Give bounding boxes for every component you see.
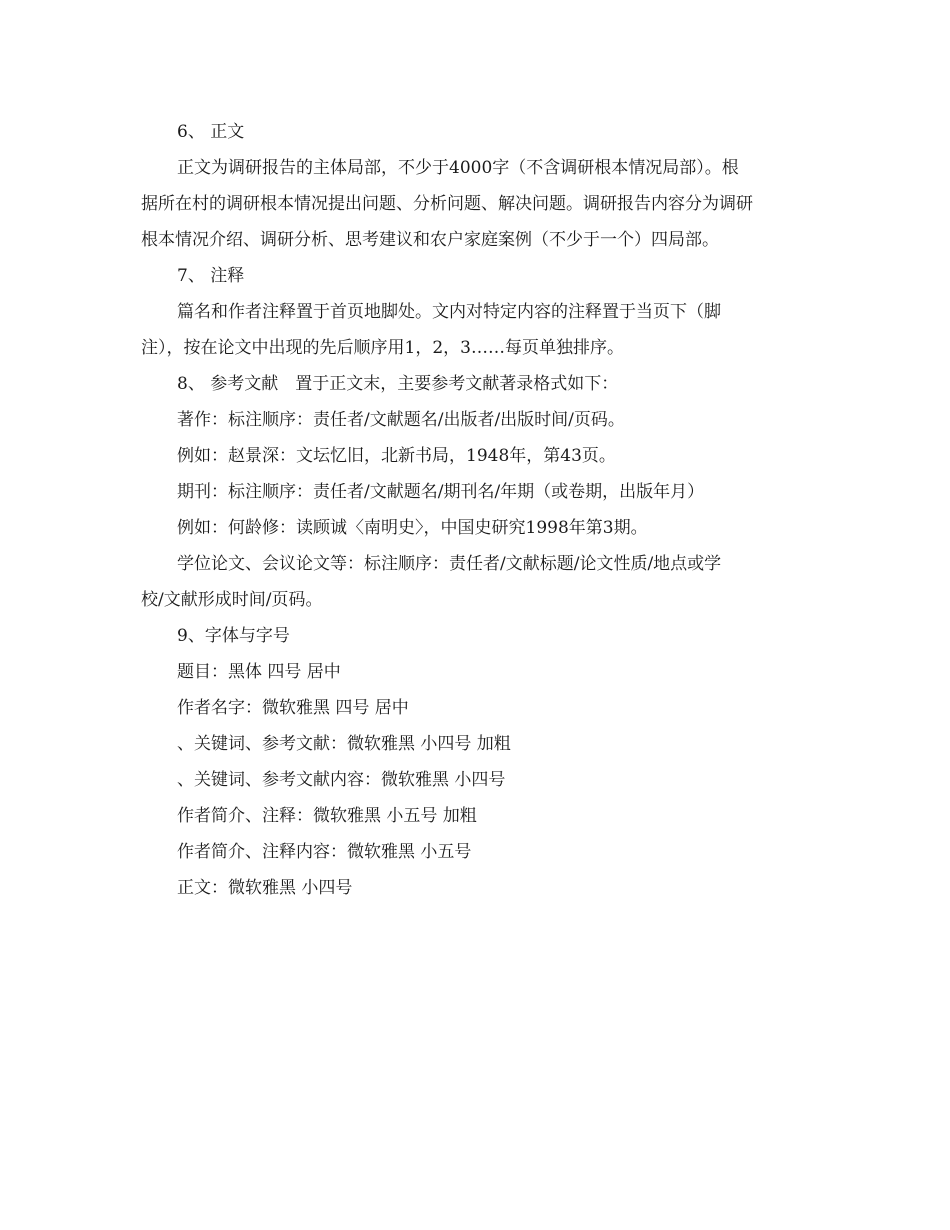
font-spec-keywords: 、关键词、参考文献：微软雅黑 小四号 加粗	[177, 734, 511, 754]
section-heading-main-text: 6、 正文	[177, 122, 245, 142]
document-body	[141, 114, 821, 906]
section-heading-notes: 7、 注释	[177, 266, 245, 286]
font-spec-author: 作者名字：微软雅黑 四号 居中	[177, 698, 409, 718]
font-spec-main-text: 正文：微软雅黑 小四号	[177, 878, 353, 898]
font-spec-title: 题目：黑体 四号 居中	[177, 662, 341, 682]
section-heading-fonts: 9、字体与字号	[177, 626, 290, 646]
paragraph-main-text-line: 根本情况介绍、调研分析、思考建议和农户家庭案例（不少于一个）四局部。	[141, 230, 719, 250]
paragraph-notes-line: 篇名和作者注释置于首页地脚处。文内对特定内容的注释置于当页下（脚	[177, 302, 721, 322]
reference-format-thesis: 校/文献形成时间/页码。	[141, 590, 323, 610]
section-heading-references: 8、 参考文献 置于正文末，主要参考文献著录格式如下：	[177, 374, 619, 394]
paragraph-main-text-line: 据所在村的调研根本情况提出问题、分析问题、解决问题。调研报告内容分为调研	[141, 194, 753, 214]
paragraph-main-text-line: 正文为调研报告的主体局部，不少于4000字（不含调研根本情况局部）。根	[177, 158, 739, 178]
reference-example-book: 例如：赵景深：文坛忆旧，北新书局，1948年，第43页。	[177, 446, 616, 466]
reference-format-journal: 期刊：标注顺序：责任者/文献题名/期刊名/年期（或卷期，出版年月）	[177, 482, 705, 502]
font-spec-author-bio-content: 作者简介、注释内容：微软雅黑 小五号	[177, 842, 472, 862]
reference-format-book: 著作：标注顺序：责任者/文献题名/出版者/出版时间/页码。	[177, 410, 625, 430]
reference-example-journal: 例如：何龄修：读顾诚〈南明史〉，中国史研究1998年第3期。	[177, 518, 648, 538]
font-spec-keywords-content: 、关键词、参考文献内容：微软雅黑 小四号	[177, 770, 506, 790]
reference-format-thesis: 学位论文、会议论文等：标注顺序：责任者/文献标题/论文性质/地点或学	[177, 554, 722, 574]
paragraph-notes-line: 注），按在论文中出现的先后顺序用1，2，3……每页单独排序。	[141, 338, 624, 358]
font-spec-author-bio: 作者简介、注释：微软雅黑 小五号 加粗	[177, 806, 477, 826]
